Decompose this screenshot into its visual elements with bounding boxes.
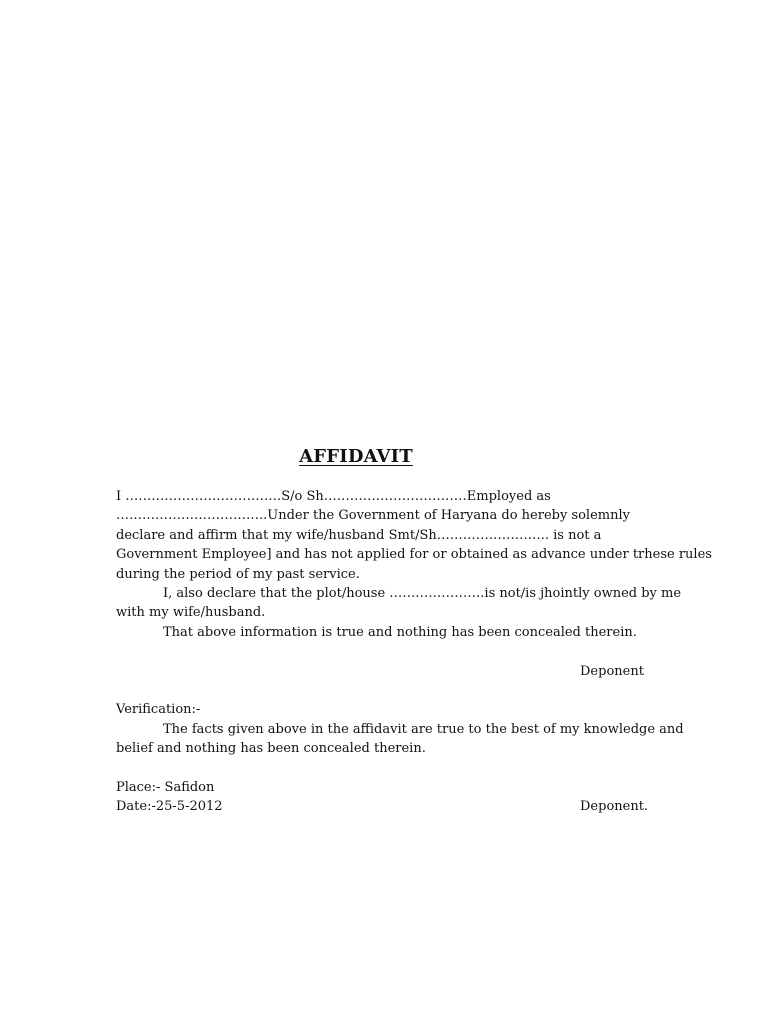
information-statement: That above information is true and nothing has been concealed therein. — [163, 624, 637, 640]
paragraph-line: during the period of my past service. — [116, 566, 360, 582]
deponent-signoff: Deponent. — [580, 799, 649, 815]
place-line: Place:- Safidon — [116, 779, 215, 795]
spacer — [116, 758, 706, 777]
document-title: AFFIDAVIT — [299, 446, 413, 467]
date-line: Date:-25-5-2012 — [116, 799, 223, 815]
paragraph-line: Government Employee] and has not applied for or obtained as advance under trhese rules — [116, 547, 712, 563]
date-row — [116, 797, 706, 816]
verification-heading: Verification:- — [116, 702, 201, 718]
deponent-label: Deponent — [580, 663, 644, 679]
verification-line: The facts given above in the affidavit are true to the best of my knowledge and — [163, 721, 684, 737]
paragraph-line: declare and affirm that my wife/husband Smt/Sh…………………….. is not a — [116, 527, 602, 543]
paragraph-line: I ………………………………S/o Sh……………………………Employed as — [116, 489, 551, 504]
plot-declaration-line: I, also declare that the plot/house ………………….is not/is jhointly owned by me — [163, 585, 682, 601]
spacer — [116, 642, 706, 661]
verification-line: belief and nothing has been concealed therein. — [116, 741, 426, 757]
plot-declaration-line: with my wife/husband. — [116, 605, 266, 621]
spacer — [116, 681, 706, 700]
paragraph-line: ……………………………..Under the Government of Haryana do hereby solemnly — [116, 508, 630, 524]
document-body — [116, 487, 712, 817]
